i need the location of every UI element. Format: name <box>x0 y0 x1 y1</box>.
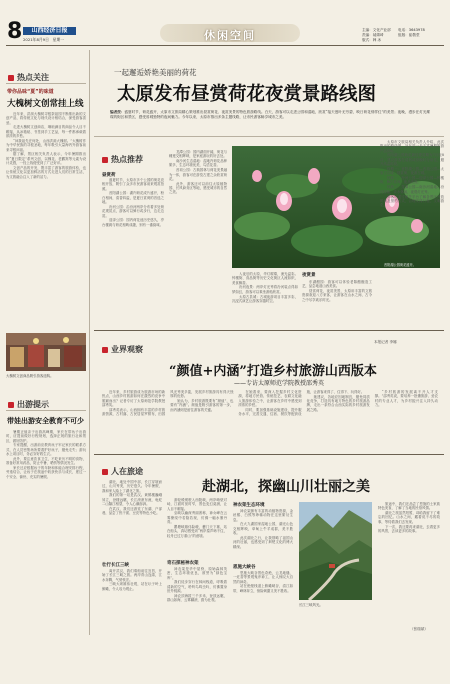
travel-col1-para-1: 湖北，地处中国中部，长江穿境而过，山川秀美，历史悠久。今年暑假，我和家人踏上了湖北之旅。 <box>102 480 162 493</box>
section-marker-icon <box>8 402 14 408</box>
travel-col1-para-3: 在武汉，我们还游览了东湖、户部巷，品尝了热干面、豆皮等特色小吃。 <box>102 506 162 516</box>
left-para-1: 近年来，洪洞大槐树寻根祭祖园不断推出新的文创产品，将传统文化与现代设计相结合，深受游客喜爱。 <box>6 112 86 125</box>
section-marker-icon <box>102 469 108 475</box>
travel-col1-body-2 <box>102 569 162 635</box>
masthead <box>0 0 450 46</box>
industry-body <box>102 390 438 450</box>
main-col1-subhead: 昼赏荷 <box>102 173 116 178</box>
left-headline-2: 带娃出游安全教育不可少 <box>7 416 84 425</box>
left-photo <box>6 333 86 371</box>
left-headline: 大槐树文创常挂上线 <box>7 99 84 109</box>
industry-para-7: “乡村旅游的发展离不开人才支撑。”邵秀英说，要培养一批懂旅游、爱农村的专业人才，为乡村振兴注入持久动力。 <box>374 390 438 407</box>
main-headline: 太原发布昼赏荷花夜赏景路线图 <box>117 84 377 105</box>
left2-para-3: 此外，要注意饮食卫生，不吃来历不明的食物，准备好常用药品，防止中暑、晒伤等情况发生。 <box>6 456 86 466</box>
left2-para-2: 专家提醒，出游前应教育孩子牢记家长的联系方式，在人员密集场所要看护好孩子，避免走失；游玩水上项目时，务必穿好救生衣。 <box>6 443 86 457</box>
travel-col3-body-2 <box>233 571 293 635</box>
travel-col4-para-3: 下一次，我还要再来湖北，去看更多的风景，去读更多的故事。 <box>378 524 440 533</box>
date-line: 2021年8月9日 星期一 <box>23 37 65 42</box>
travel-headline: 赴湖北，探幽山川壮丽之美 <box>202 479 370 495</box>
section-marker-icon <box>102 347 108 353</box>
main-col1-body <box>102 178 164 328</box>
main-lead-rule <box>94 136 444 137</box>
main-col3-para-2: 汾河夜景：两岸灯光秀将汾河装点得如梦如幻，游客可以乘坐游船欣赏。 <box>232 285 298 294</box>
travel-col4-para-2: 湖北之旅虽然短暂，却给我留下了难忘的回忆。山水之间，藏着说不尽的故事，等待着我们去发现。 <box>378 511 440 524</box>
industry-subtitle: ——专访太原师范学院教授邵秀英 <box>234 380 325 387</box>
right-para-5: 线路三：龙潭公园—南沙河湿地—汾河游船，亲水休闲，夜观灯光秀。 <box>380 185 444 194</box>
editor-line-1: 主编：文化产业部 <box>362 28 391 32</box>
travel-col3-body <box>233 509 293 561</box>
main-col3-subhead: 夜赏景 <box>302 273 316 278</box>
travel-col2-para-2: 巫峡以幽深秀丽著称，神女峰在云雾缭绕中若隐若现，仿佛一幅水墨丹青。 <box>167 511 227 525</box>
travel-photo <box>299 502 372 600</box>
hot-focus-label <box>8 72 49 83</box>
travel-tips-label-text: 出游提示 <box>17 400 49 409</box>
industry-para-5: 同时，要加强基础设施建设，提升服务水平，完善交通、住宿、餐饮等配套设施，让游客来得了、住得下、玩得好。 <box>238 390 365 417</box>
industry-byline: 本报记者 李娜 <box>374 340 397 344</box>
main-col1-para-4: 迎泽公园：园内荷花池历史悠久，亭台楼阁与荷花相映成趣，别有一番韵味。 <box>102 218 164 227</box>
travel-col4-para-1: 旅途中，我们还品尝了恩施的土家族特色美食，了解了当地的民俗风情。 <box>378 502 440 511</box>
industry-label-text: 业界观察 <box>111 345 143 354</box>
left-rule-1 <box>6 83 86 84</box>
travel-col2-para-3: 瞿塘峡雄伟险峻，夔门天下雄，站在船头，真切感受到“两岸猿声啼不住，轻舟已过万重山”的意境。 <box>167 524 227 538</box>
travel-col3b-para-1: 恩施大峡谷景色奇绝，云龙地缝、一炷香等景观鬼斧神工，让人惊叹大自然的神奇。 <box>233 571 293 584</box>
main-lead <box>110 110 430 132</box>
travel-col3-subhead-2: 恩施大峡谷 <box>233 565 256 570</box>
travel-col2b-para-3: 神农顶海拔三千多米，登顶远眺，群山如海，云雾翻滚，蔚为壮观。 <box>167 593 227 603</box>
left2-para-1: 暑期正值亲子出游高峰期，家长在带孩子出游时，应提前做好行程规划，选择正规的旅行社和景区，做好防护。 <box>6 430 86 443</box>
travel-photo-caption: 长江三峡风光。 <box>299 603 323 607</box>
travel-col4-body <box>378 502 440 624</box>
designer-line: 组版：崔敬堂 <box>398 33 420 37</box>
travel-col1-subhead: 壮行长江三峡 <box>102 563 129 568</box>
left-para-3: “问我祖先在何处，山西洪洞大槐树。”大槐树作为中华民族的寻根圣地，每年吸引大量海内外游客前来寻根问祖。 <box>6 138 86 152</box>
travel-tips-label <box>8 399 49 410</box>
industry-para-4: 在她看来，要深入挖掘乡村文化资源，将地方民俗、传统技艺、农耕文化融入旅游体验之中，让游客在乡村中感受到浓浓的乡愁。 <box>238 390 302 407</box>
industry-para-2: 邵秀英表示，山西拥有丰富的乡村旅游资源，古村落、古民居星罗棋布，田园风光秀美多姿，发展乡村旅游具有得天独厚的优势。 <box>102 390 234 417</box>
main-col4-para-2: 昼赏荷花，夜赏美景，太原用丰富的文旅资源欢迎八方来客，让游客在山水之间、古今之中尽享欢乐时光。 <box>302 289 372 302</box>
main-right-body <box>380 140 444 326</box>
travel-col2-para-1: 游轮缓缓驶入西陵峡，两岸峭壁对峙，江面时宽时窄，景色变幻莫测，让人目不暇接。 <box>167 498 227 511</box>
travel-col2b-para-1: 神农架是华中屋脊，原始森林茂密，生态环境优良，被誉为“绿色宝库”。 <box>167 567 227 580</box>
travel-col2b-para-2: 我们徒步穿行在林间栈道，呼吸着清新的空气，聆听鸟鸣虫吟，仿佛置身世外桃源。 <box>167 580 227 594</box>
main-col3-para-1: 入夜后的太原，华灯璀璨，流光溢彩。钟楼街、食品街等历史文化街区人流如织，美食飘香。 <box>232 272 298 285</box>
travel-col1-body <box>102 480 162 560</box>
travel-col1-para-2: 我们的第一站是武汉。黄鹤楼巍峨耸立，登楼远眺，长江滚滚东流，龟蛇二山隔江相望，令人心潮澎湃。 <box>102 493 162 507</box>
left-article-body <box>6 112 86 330</box>
left-para-2: 走进大槐树文创商店，琳琅满目的商品令人目不暇接，从冰箱贴、书签到手工艺品，每一件都承载着浓浓的乡愁。 <box>6 125 86 139</box>
hot-focus-label-text: 热点关注 <box>17 73 49 82</box>
industry-para-1: 近年来，乡村旅游成为旅游市场的新热点，山西乡村旅游如何在激烈的竞争中脱颖而出？记者专访了太原师范学院教授邵秀英。 <box>102 390 166 407</box>
left-para-5: 文创产品的开发，既丰富了游客的旅游体验，也让传统文化以更加鲜活的方式走进人们的日常生活，为文旅融合注入了新的活力。 <box>6 165 86 179</box>
main-col2-para-3: 晋祠公园：古典园林与荷花美景融为一体，游客可在游览古建之余欣赏荷花。 <box>169 168 227 181</box>
industry-para-6: 她建议，各地应因地制宜，避免同质化竞争，打造具有地方特色的乡村旅游品牌，走出一条符合山西实际的乡村旅游发展之路。 <box>306 394 370 412</box>
main-col2-para-1: 龙潭公园：园内湖面开阔，荷花与睡莲交相辉映，是家庭游玩的好去处。 <box>169 150 227 159</box>
hot-recommend-label <box>102 154 143 165</box>
lead-label: 编者按： <box>110 110 125 114</box>
main-col1-para-3: 汾河公园：沿汾河两岸分布着多处荷花观赏点，游客可以骑行或步行，边走边赏。 <box>102 204 164 218</box>
right-para-2: 晋阳湖公园荷花最佳观赏期为7月至8月，建议游客在清晨或傍晚时分前往，避开高温时段。 <box>380 153 444 167</box>
left-kicker: 带你品味“夏”的味道 <box>7 89 54 95</box>
travel-col3-subhead: 神农架生态环境 <box>233 503 265 508</box>
section-marker-icon <box>102 157 108 163</box>
left-photo-caption: 大槐树文创商品吸引游客选购。 <box>6 374 54 378</box>
main-photo-caption: 晋阳湖公园荷花盛开。 <box>384 263 416 267</box>
paper-name-box <box>23 27 76 35</box>
travel-col2-body-2 <box>167 567 227 635</box>
main-col1-para-2: 晋阳湖公园：湖内荷花成片盛开，粉白相间，清香四溢，是夏日赏荷的首选之地。 <box>102 191 164 205</box>
hot-recommend-label-text: 热点推荐 <box>111 155 143 164</box>
left-column <box>6 50 86 635</box>
main-col3-para-3: 太原古县城：古城夜游项目丰富多彩，沉浸式演艺让游客穿越时空。 <box>232 294 298 303</box>
main-col1-para-1: 盛夏时节，太原市多个公园的荷花竞相开放，吸引了众多市民游客前来观赏拍照。 <box>102 178 164 191</box>
left2-para-4: 家长还应根据孩子的年龄和体能合理安排行程，劳逸结合，让孩子在旅途中收获快乐与成长，度过一个安全、愉快、充实的暑假。 <box>6 466 86 479</box>
industry-para-3: 她认为，乡村旅游既要有“颜值”，也要有“内涵”。颜值是吸引游客的第一步，而内涵则是留住游客的关键。 <box>170 399 234 412</box>
phone-line: 电话：3643978 <box>398 28 425 32</box>
editor-line-2: 责编：郝婧琦 <box>362 33 384 37</box>
left-column-divider <box>89 50 90 635</box>
shop-interior-image <box>6 333 86 371</box>
main-bottom-rule <box>94 330 444 331</box>
page-number: 8 <box>7 19 23 44</box>
travel-col1b-para-1: 离开武汉，我们乘船前往宜昌，开始了长江三峡之旅。两岸青山连绵，江水奔腾，气势恢宏。 <box>102 569 162 582</box>
masthead-rule <box>6 45 444 46</box>
industry-label <box>102 344 143 355</box>
travel-label-text: 人在旅途 <box>111 467 143 476</box>
travel-col3-para-2: 在大九湖国家湿地公园，湖光山色交相辉映，草甸上牛羊成群，美不胜收。 <box>233 522 293 536</box>
travel-col3b-para-2: 站在绝壁栈道上俯瞰峡谷，清江如带，峰林耸立，惊险刺激又美不胜收。 <box>233 584 293 593</box>
industry-headline: “颜值+内涵”打造乡村旅游山西版本 <box>169 364 377 379</box>
right-para-1: 太原市文旅局相关负责人介绍，此次推出的路线图，旨在进一步丰富暑期旅游产品供给。 <box>380 140 444 153</box>
left-article-body-2 <box>6 430 86 684</box>
section-marker-icon <box>8 75 14 81</box>
travel-section <box>94 456 444 636</box>
travel-col1b-para-2: 三峡大坝雄伟壮观，站在坛子岭上俯瞰，令人叹为观止。 <box>102 582 162 591</box>
main-col4-para-1: 东湖醋园：游客可以体验老陈醋酿造工艺，品尝地道山西美食。 <box>302 280 372 289</box>
main-kicker: 一起邂逅娇艳美丽的荷花 <box>114 68 197 77</box>
main-col2-body <box>169 150 227 325</box>
left-rule-2 <box>6 410 86 411</box>
travel-col2-body <box>167 498 227 556</box>
editor-line-3: 版式：韩 冰 <box>362 38 382 42</box>
travel-byline: （张瑞斌） <box>410 627 428 631</box>
right-para-3: 线路一：晋阳湖公园—晋祠公园—太原古县城，昼赏荷、夜游古城。 <box>380 166 444 176</box>
main-col2-para-2: 南沙河生态湿地：湿地内荷花品种繁多，生态环境优美，鸟语花香。 <box>169 159 227 168</box>
travel-label <box>102 466 143 477</box>
left-para-4: 据了解，景区相关负责人表示，今年暑期推出的“夏日限定”系列文创，以槐花、老鹳窝等元素为设计灵感，一经上线便受到了广泛好评。 <box>6 152 86 166</box>
paper-name: 山西经济日报 <box>31 27 68 34</box>
editor-block <box>362 28 391 43</box>
main-col3-body <box>232 272 298 328</box>
main-col4-body <box>302 280 372 328</box>
right-para-4: 线路二：汾河公园—迎泽公园—钟楼街，骑行赏荷，夜品美食。 <box>380 176 444 185</box>
industry-bottom-rule <box>94 454 444 455</box>
industry-section <box>94 332 444 452</box>
main-col2-para-4: 此外，游客还可以前往太原植物园、长风商务区等地，感受城市的自然之美。 <box>169 181 227 195</box>
gorge-landscape-image <box>299 502 372 600</box>
lead-text: 盛夏时节，荷花盛开，太原市文旅局精心策划推出昼赏荷花、夜赏美景的特色旅游路线。白天，游客可以走进公园和湿地，欣赏“接天莲叶无穷碧，映日荷花别样红”的美景；夜晚，漫步在灯光璀璨的街区和景区，感受省城独特的夜间魅力。今年以来，太原市推出多条主题线路，让市民游客畅享城市之美。 <box>110 110 430 119</box>
right-para-6: 游客可通过相关平台了解各景区开放时间及预约方式，合理安排行程，文明游览。 <box>380 194 444 208</box>
travel-col2-subhead: 奇石探秘神农架 <box>167 561 199 566</box>
travel-col3-para-1: 神农架拥有丰富的动植物资源，金丝猴、白熊等珍稀动物在这里繁衍生息。 <box>233 509 293 522</box>
travel-col3-para-3: 此次湖北之行，让我领略了祖国山河的壮丽，也感受到了荆楚文化的博大精深。 <box>233 535 293 549</box>
section-title: 休闲空间 <box>204 29 256 42</box>
